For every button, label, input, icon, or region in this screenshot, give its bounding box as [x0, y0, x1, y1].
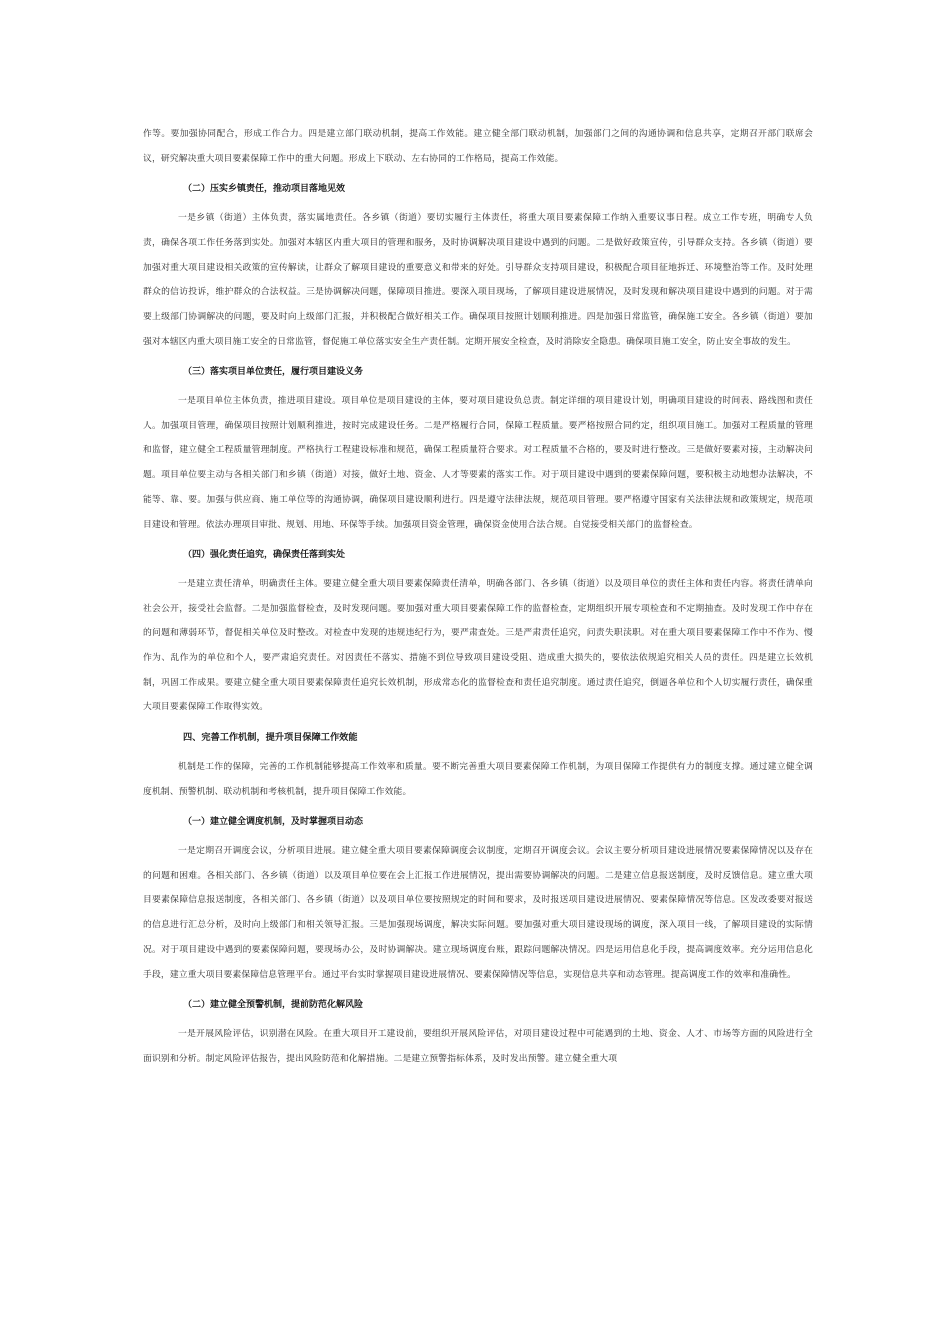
paragraph: 一是定期召开调度会议，分析项目进展。建立健全重大项目要素保障调度会议制度，定期召开调度会议。会议主要分析项目建设进展情况要素保障情况以及存在的问题和困难。各相关部门、各乡镇（街道）以及项目单位要在会上汇报工作进展情况，提出需要协调解决的问题。二是建立信息报送制度，及时反馈信息。建立重大项目要素保障信息报送制度，各相关部门、各乡镇（街道）以及项目单位要按照规定的时间和要求，及时报送项目建设进展情况、要素保障情况等信息。区发改委要对报送的信息进行汇总分析，及时向上级部门和相关领导汇报。三是加强现场调度，解决实际问题。要加强对重大项目建设现场的调度，深入项目一线，了解项目建设的实际情况。对于项目建设中遇到的要素保障问题，要现场办公，及时协调解决。建立现场调度台账，跟踪问题解决情况。四是运用信息化手段，提高调度效率。充分运用信息化手段，建立重大项目要素保障信息管理平台。通过平台实时掌握项目建设进展情况、要素保障情况等信息，实现信息共享和动态管理。提高调度工作的效率和准确性。	[143, 845, 813, 980]
section-heading: （一）建立健全调度机制，及时掌握项目动态	[183, 817, 364, 828]
paragraph: 作等。要加强协同配合，形成工作合力。四是建立部门联动机制，提高工作效能。建立健全部门联动机制，加强部门之间的沟通协调和信息共享，定期召开部门联席会议，研究解决重大项目要素保障工作中的重大问题。形成上下联动、左右协同的工作格局，提高工作效能。	[143, 129, 813, 164]
paragraph: 一是建立责任清单，明确责任主体。要建立健全重大项目要素保障责任清单，明确各部门、各乡镇（街道）以及项目单位的责任主体和责任内容。将责任清单向社会公开，接受社会监督。二是加强监督检查，及时发现问题。要加强对重大项目要素保障工作的监督检查，定期组织开展专项检查和不定期抽查。及时发现工作中存在的问题和薄弱环节，督促相关单位及时整改。对检查中发现的违规违纪行为，要严肃查处。三是严肃责任追究，问责失职渎职。对在重大项目要素保障工作中不作为、慢作为、乱作为的单位和个人，要严肃追究责任。对因责任不落实、措施不到位导致项目建设受阻、造成重大损失的，要依法依规追究相关人员的责任。四是建立长效机制，巩固工作成果。要建立健全重大项目要素保障责任追究长效机制，形成常态化的监督检查和责任追究制度。通过责任追究，倒逼各单位和个人切实履行责任，确保重大项目要素保障工作取得实效。	[143, 578, 813, 713]
paragraph: 一是项目单位主体负责，推进项目建设。项目单位是项目建设的主体，要对项目建设负总责。制定详细的项目建设计划，明确项目建设的时间表、路线图和责任人。加强项目管理，确保项目按照计划顺利推进，按时完成建设任务。二是严格履行合同，保障工程质量。要严格按照合同约定，组织项目施工。加强对工程质量的管理和监督，建立健全工程质量管理制度。严格执行工程建设标准和规范，确保工程质量符合要求。对工程质量不合格的，要及时进行整改。三是做好要素对接，主动解决问题。项目单位要主动与各相关部门和乡镇（街道）对接，做好土地、资金、人才等要素的落实工作。对于项目建设中遇到的要素保障问题，要积极主动地想办法解决，不能等、靠、要。加强与供应商、施工单位等的沟通协调，确保项目建设顺利进行。四是遵守法律法规，规范项目管理。要严格遵守国家有关法律法规和政策规定，规范项目建设和管理。依法办理项目审批、规划、用地、环保等手续。加强项目资金管理，确保资金使用合法合规。自觉接受相关部门的监督检查。	[143, 396, 813, 530]
section-heading: （四）强化责任追究，确保责任落到实处	[183, 550, 346, 561]
section-heading: （二）压实乡镇责任，推动项目落地见效	[183, 184, 346, 195]
document-page	[143, 122, 813, 1071]
section-heading: （三）落实项目单位责任，履行项目建设义务	[183, 367, 364, 378]
paragraph: 一是乡镇（街道）主体负责，落实属地责任。各乡镇（街道）要切实履行主体责任，将重大项目要素保障工作纳入重要议事日程。成立工作专班，明确专人负责，确保各项工作任务落到实处。加强对本辖区内重大项目的管理和服务，及时协调解决项目建设中遇到的问题。二是做好政策宣传，引导群众支持。各乡镇（街道）要加强对重大项目建设相关政策的宣传解读，让群众了解项目建设的重要意义和带来的好处。引导群众支持项目建设，积极配合项目征地拆迁、环境整治等工作。及时处理群众的信访投诉，维护群众的合法权益。三是协调解决问题，保障项目推进。要深入项目现场，了解项目建设进展情况，及时发现和解决项目建设中遇到的问题。对于需要上级部门协调解决的问题，要及时向上级部门汇报，并积极配合做好相关工作。确保项目按照计划顺利推进。四是加强日常监管，确保施工安全。各乡镇（街道）要加强对本辖区内重大项目施工安全的日常监管，督促施工单位落实安全生产责任制。定期开展安全检查，及时消除安全隐患。确保项目施工安全，防止安全事故的发生。	[143, 213, 813, 347]
chapter-heading: 四、完善工作机制，提升项目保障工作效能	[183, 732, 358, 744]
section-heading: （二）建立健全预警机制，提前防范化解风险	[183, 1000, 364, 1011]
paragraph: 一是开展风险评估，识别潜在风险。在重大项目开工建设前，要组织开展风险评估，对项目建设过程中可能遇到的土地、资金、人才、市场等方面的风险进行全面识别和分析。制定风险评估报告，提出风险防范和化解措施。二是建立预警指标体系，及时发出预警。建立健全重大项	[143, 1028, 813, 1064]
paragraph: 机制是工作的保障，完善的工作机制能够提高工作效率和质量。要不断完善重大项目要素保障工作机制，为项目保障工作提供有力的制度支撑。通过建立健全调度机制、预警机制、联动机制和考核机制，提升项目保障工作效能。	[143, 761, 813, 797]
